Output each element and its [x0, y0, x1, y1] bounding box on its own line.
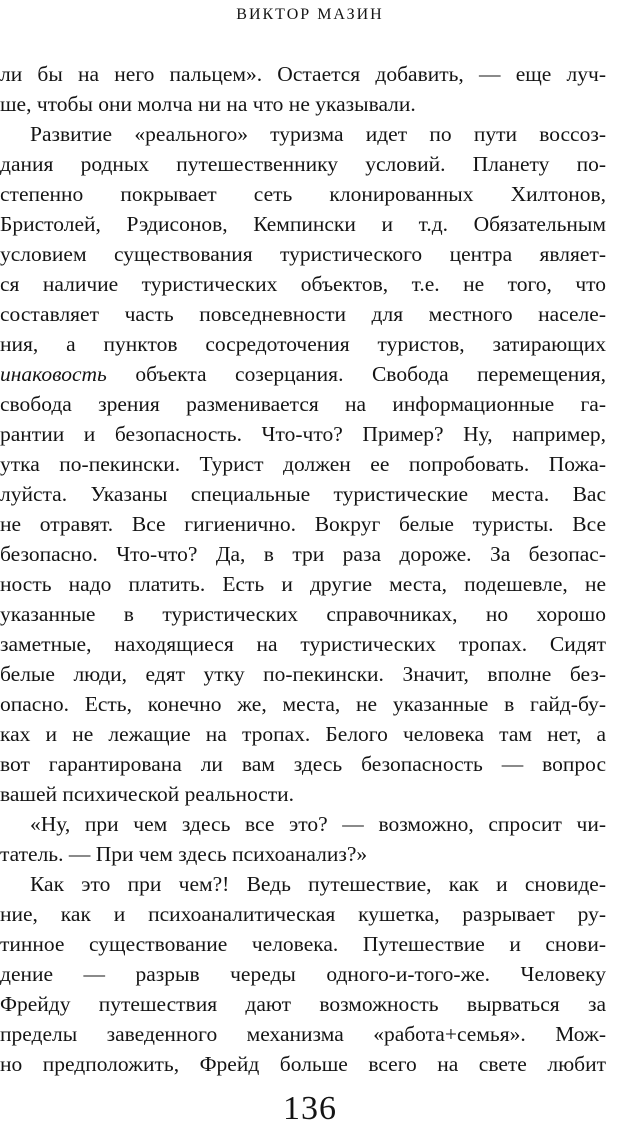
text-line: татель. — При чем здесь психоанализ?»: [0, 842, 368, 866]
text-line: «Ну, при чем здесь все это? — возможно, спросит чи-: [30, 812, 606, 836]
text-line: степенно покрывает сеть клонированных Хилтонов,: [0, 182, 606, 206]
text-line: дение — разрыв череды одного-и-того-же. Человеку: [0, 962, 606, 986]
text-line: не отравят. Все гигиенично. Вокруг белые туристы. Все: [0, 512, 606, 536]
text-fragment: объекта созерцания. Свобода перемещения,: [135, 362, 607, 386]
text-line: ли бы на него пальцем». Остается добавить, — еще луч-: [0, 62, 606, 86]
text-line: ния, а пунктов сосредоточения туристов, затирающих: [0, 332, 606, 356]
text-line: тинное существование человека. Путешествие и снови-: [0, 932, 606, 956]
text-line: ние, как и психоаналитическая кушетка, разрывает ру-: [0, 902, 606, 926]
text-line: белые люди, едят утку по-пекински. Значит, вполне без-: [0, 662, 606, 686]
text-line: Развитие «реального» туризма идет по пути воссоз-: [30, 122, 606, 146]
running-header: ВИКТОР МАЗИН: [236, 6, 384, 23]
text-line: вот гарантирована ли вам здесь безопасность — вопрос: [0, 752, 606, 776]
text-line: заметные, находящиеся на туристических тропах. Сидят: [0, 632, 606, 656]
text-line: но предположить, Фрейд больше всего на свете любит: [0, 1052, 606, 1076]
text-line: утка по-пекински. Турист должен ее попробовать. Пожа-: [0, 452, 606, 476]
text-line: дания родных путешественнику условий. Планету по-: [0, 152, 606, 176]
italic-word: инаковость: [0, 362, 107, 386]
text-line: пределы заведенного механизма «работа+семья». Мож-: [0, 1022, 606, 1046]
text-line: ше, чтобы они молча ни на что не указывали.: [0, 92, 416, 116]
text-line: опасно. Есть, конечно же, места, не указанные в гайд-бу-: [0, 692, 606, 716]
text-line: указанные в туристических справочниках, но хорошо: [0, 602, 606, 626]
text-line: Как это при чем?! Ведь путешествие, как и сновиде-: [30, 872, 606, 896]
text-line: луйста. Указаны специальные туристические места. Вас: [0, 482, 606, 506]
text-line: Фрейду путешествия дают возможность вырваться за: [0, 992, 606, 1016]
text-line: Бристолей, Рэдисонов, Кемпински и т.д. Обязательным: [0, 212, 606, 236]
text-line: составляет часть повседневности для местного населе-: [0, 302, 606, 326]
text-line-with-italic: [0, 359, 606, 389]
page-number: 136: [283, 1090, 337, 1127]
text-line: свобода зрения разменивается на информационные га-: [0, 392, 606, 416]
text-line: рантии и безопасность. Что-что? Пример? Ну, например,: [0, 422, 606, 446]
text-line: вашей психической реальности.: [0, 782, 295, 806]
text-line: ся наличие туристических объектов, т.е. не того, что: [0, 272, 606, 296]
text-line: безопасно. Что-что? Да, в три раза дороже. За безопас-: [0, 542, 606, 566]
text-line: ках и не лежащие на тропах. Белого человека там нет, а: [0, 722, 606, 746]
text-line: ность надо платить. Есть и другие места, подешевле, не: [0, 572, 606, 596]
text-line: условием существования туристического центра являет-: [0, 242, 606, 266]
